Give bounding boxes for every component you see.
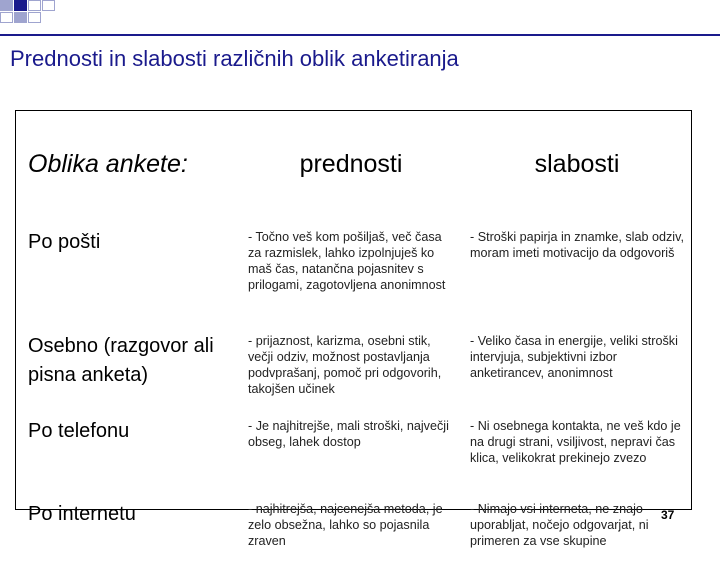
table-row bbox=[15, 220, 692, 324]
row-pros: - Je najhitrejše, mali stroški, največji obseg, lahek dostop bbox=[248, 419, 449, 449]
row-form-label: Osebno (razgovor ali pisna anketa) bbox=[28, 335, 214, 386]
slide-title: Prednosti in slabosti različnih oblik anketiranja bbox=[10, 46, 459, 71]
row-cons: - Stroški papirja in znamke, slab odziv, moram imeti motivacijo da odgovoriš bbox=[470, 230, 684, 260]
row-cons: - Nimajo vsi interneta, ne znajo uporabljat, nočejo odgovarjat, ni primeren za vse skupine bbox=[470, 502, 649, 548]
header-form: Oblika ankete: bbox=[28, 150, 188, 178]
row-form-label: Po internetu bbox=[28, 503, 136, 525]
table-header-row bbox=[15, 110, 692, 220]
table-row bbox=[15, 492, 692, 586]
table-row bbox=[15, 324, 692, 409]
row-cons: - Veliko časa in energije, veliki stroški intervjuja, subjektivni izbor anketirancev, anonimnost bbox=[470, 334, 678, 380]
header-pros: prednosti bbox=[299, 150, 403, 178]
row-cons: - Ni osebnega kontakta, ne veš kdo je na drugi strani, vsiljivost, nepravi čas klica, velikokrat prekinejo zvezo bbox=[470, 419, 681, 465]
row-pros: - najhitrejša, najcenejša metoda, je zelo obsežna, lahko so pojasnila zraven bbox=[248, 502, 443, 548]
row-form-label: Po telefonu bbox=[28, 420, 130, 442]
header-cons: slabosti bbox=[534, 150, 620, 178]
page-number: 37 bbox=[661, 508, 675, 522]
row-pros: - prijaznost, karizma, osebni stik, večji odziv, možnost postavljanja podvprašanj, pomoč pri odgovorih, takojšen učinek bbox=[248, 334, 442, 396]
header-divider bbox=[0, 34, 720, 36]
row-pros: - Točno veš kom pošiljaš, več časa za razmislek, lahko izpolnjuješ ko maš čas, natančna pojasnitev s prilogami, zagotovljena anonimnost bbox=[248, 230, 446, 292]
row-form-label: Po pošti bbox=[28, 231, 101, 253]
comparison-table bbox=[15, 110, 692, 586]
corner-decoration bbox=[0, 0, 60, 30]
table-row bbox=[15, 409, 692, 492]
